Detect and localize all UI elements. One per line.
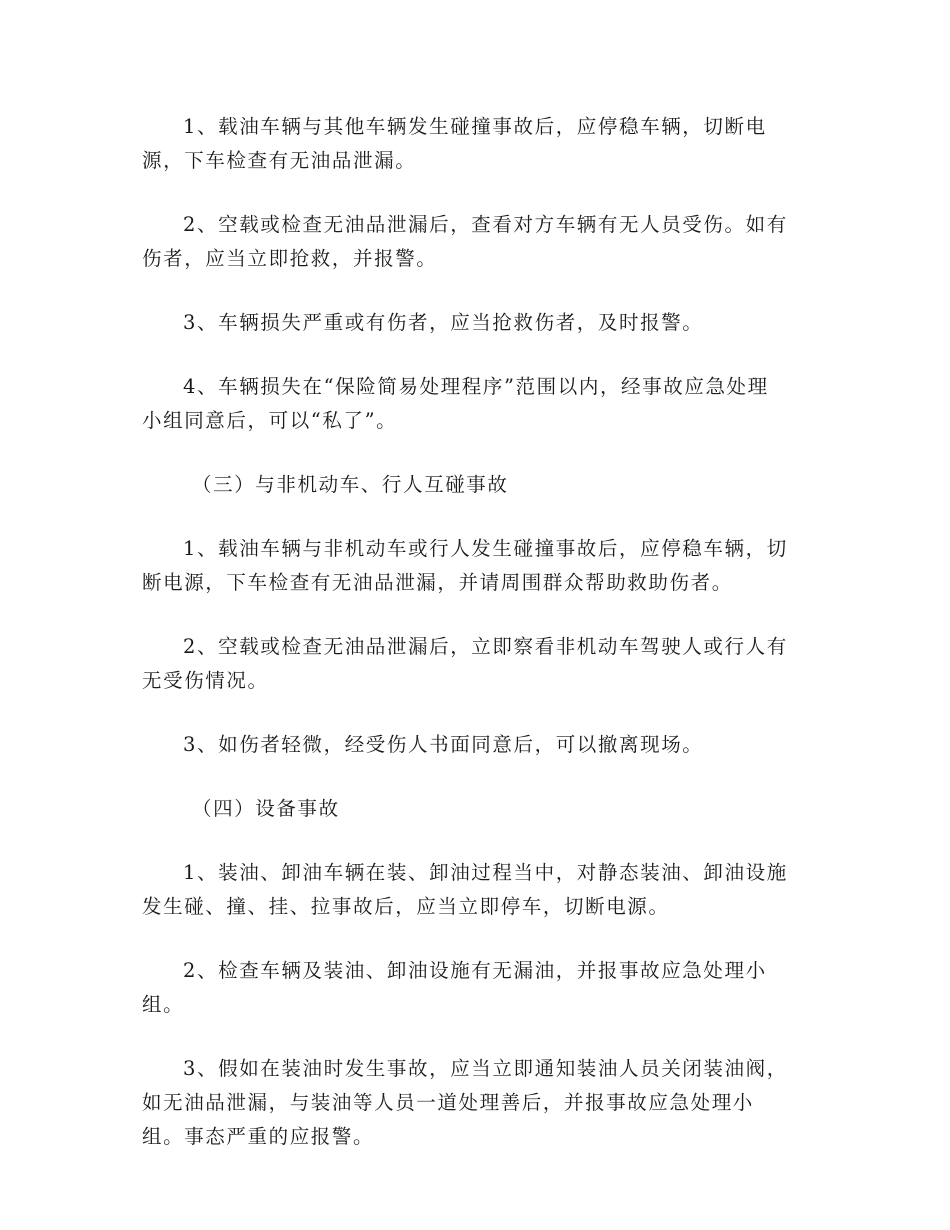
document-body xyxy=(142,110,808,1154)
paragraph-line: 2、检查车辆及装油、卸油设施有无漏油，并报事故应急处理小 xyxy=(183,959,767,982)
paragraph-line: 3、车辆损失严重或有伤者，应当抢救伤者，及时报警。 xyxy=(183,311,704,334)
paragraph xyxy=(142,1052,808,1154)
paragraph-line: 如无油品泄漏，与装油等人员一道处理善后，并报事故应急处理小 xyxy=(142,1091,754,1114)
paragraph-line: 3、如伤者轻微，经受伤人书面同意后，可以撤离现场。 xyxy=(183,733,704,756)
paragraph-line: 小组同意后，可以“私了”。 xyxy=(142,409,398,432)
paragraph xyxy=(142,110,808,178)
paragraph xyxy=(142,856,808,924)
paragraph-line: 组。 xyxy=(142,993,185,1016)
paragraph-line: 发生碰、撞、挂、拉事故后，应当立即停车，切断电源。 xyxy=(142,895,670,918)
paragraph-line: 2、空载或检查无油品泄漏后，立即察看非机动车驾驶人或行人有 xyxy=(183,635,788,658)
paragraph-line: 断电源，下车检查有无油品泄漏，并请周围群众帮助救助伤者。 xyxy=(142,571,733,594)
paragraph xyxy=(142,532,808,600)
paragraph-line: 1、载油车辆与其他车辆发生碰撞事故后，应停稳车辆，切断电 xyxy=(183,115,767,138)
paragraph-line: 2、空载或检查无油品泄漏后，查看对方车辆有无人员受伤。如有 xyxy=(183,213,788,236)
paragraph xyxy=(142,306,808,340)
section-heading: （三）与非机动车、行人互碰事故 xyxy=(192,473,509,496)
paragraph-line: 4、车辆损失在“保险简易处理程序”范围以内，经事故应急处理 xyxy=(183,375,769,398)
paragraph-line: 3、假如在装油时发生事故，应当立即通知装油人员关闭装油阀， xyxy=(183,1057,788,1080)
section-heading: （四）设备事故 xyxy=(192,797,340,820)
paragraph xyxy=(142,208,808,276)
paragraph xyxy=(142,370,808,438)
paragraph xyxy=(142,728,808,762)
paragraph-line: 组。事态严重的应报警。 xyxy=(142,1125,375,1148)
paragraph-line: 无受伤情况。 xyxy=(142,669,269,692)
paragraph-line: 1、载油车辆与非机动车或行人发生碰撞事故后，应停稳车辆，切 xyxy=(183,537,788,560)
paragraph-line: 1、装油、卸油车辆在装、卸油过程当中，对静态装油、卸油设施 xyxy=(183,861,788,884)
paragraph xyxy=(142,954,808,1022)
paragraph-line: 源，下车检查有无油品泄漏。 xyxy=(142,149,417,172)
paragraph-line: 伤者，应当立即抢救，并报警。 xyxy=(142,247,438,270)
paragraph xyxy=(142,630,808,698)
